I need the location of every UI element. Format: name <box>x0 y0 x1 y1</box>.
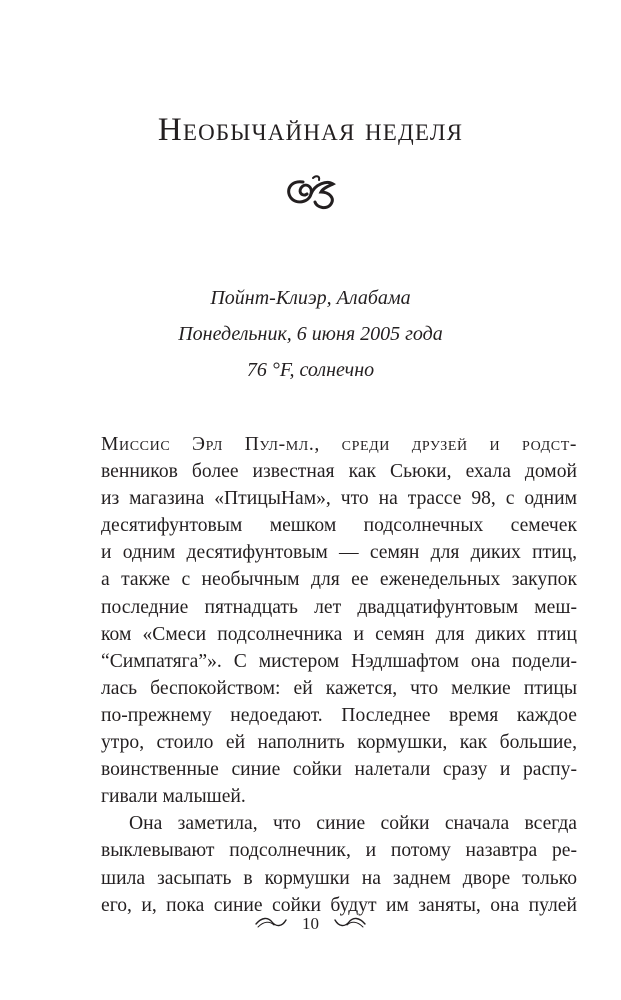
swirl-left-icon <box>254 915 288 934</box>
body-line: ком «Смеси подсолнечника и семян для диких птиц <box>101 623 577 645</box>
body-line: “Симпатяга”». С мистером Нэдлшафтом она подели- <box>101 650 577 672</box>
body-line: шила засыпать в кормушки на заднем дворе только <box>101 867 577 889</box>
body-line: и одним десятифунтовым — семян для диких птиц, <box>101 542 577 564</box>
dateline-place: Пойнт-Клиэр, Алабама <box>210 287 411 309</box>
body-line: его, и, пока синие сойки будут им заняты, она пулей <box>101 894 577 916</box>
chapter-title: Необычайная неделя <box>157 112 464 148</box>
body-line: воинственные синие сойки налетали сразу и распу- <box>101 759 577 781</box>
body-lead-line: Миссис Эрл Пул-мл., среди друзей и родст- <box>101 434 577 455</box>
body-line: венников более известная как Сьюки, ехала домой <box>101 461 577 483</box>
page-number: 10 <box>302 914 319 933</box>
body-line: гивали малышей. <box>101 786 246 808</box>
body-line: утро, стоило ей наполнить кормушки, как большие, <box>101 732 577 754</box>
flourish-ornament-icon <box>0 172 621 212</box>
body-line: Она заметила, что синие сойки сначала всегда <box>129 813 577 835</box>
body-line: из магазина «ПтицыНам», что на трассе 98, с одним <box>101 488 577 510</box>
chapter-body <box>101 431 577 919</box>
dateline-weather: 76 °F, солнечно <box>246 359 375 381</box>
dateline-date: Понедельник, 6 июня 2005 года <box>178 323 443 345</box>
body-line: лась беспокойством: ей кажется, что мелкие птицы <box>101 677 577 699</box>
body-line: выклевывают подсолнечник, и потому назавтра ре- <box>101 840 577 862</box>
page-footer <box>0 914 621 940</box>
body-line: десятифунтовым мешком подсолнечных семечек <box>101 515 577 537</box>
body-line: последние пятнадцать лет двадцатифунтовым меш- <box>101 596 577 618</box>
swirl-right-icon <box>333 915 367 934</box>
body-line: по-прежнему недоедают. Последнее время каждое <box>101 704 577 726</box>
dateline <box>0 280 621 388</box>
body-line: а также с необычным для ее еженедельных закупок <box>101 569 577 591</box>
